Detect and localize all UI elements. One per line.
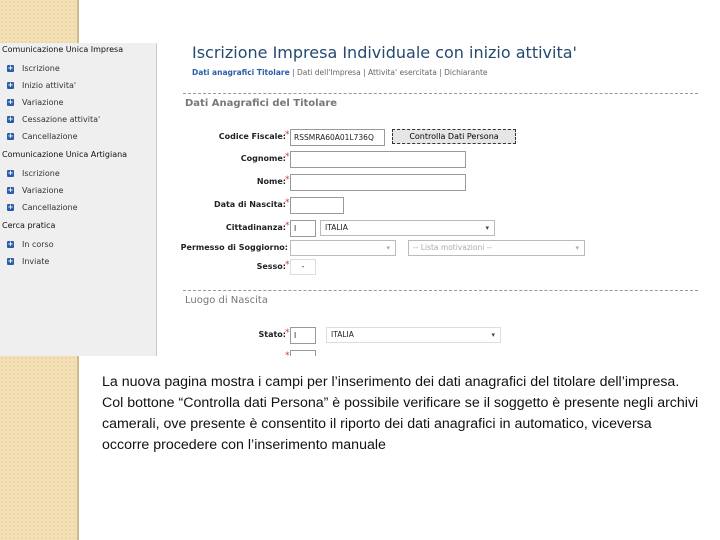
sidebar-item-label: Inizio attivita' xyxy=(22,81,77,90)
field-label: Data di Nascita: xyxy=(213,200,286,209)
controlla-dati-persona-button[interactable]: Controlla Dati Persona xyxy=(392,129,516,144)
chevron-down-icon: ▾ xyxy=(575,244,579,252)
field-label: Nome: xyxy=(256,177,286,186)
field-label: Permesso di Soggiorno: xyxy=(180,243,288,252)
sesso-select[interactable]: - xyxy=(290,259,316,275)
required-marker: * xyxy=(285,130,290,140)
slide-caption: La nuova pagina mostra i campi per l’inserimento dei dati anagrafici del titolare dell’impresa. Col bottone “Controlla dati Persona” è possibile verificare se il soggetto è presente negli archivi camerali, ove presente è consentito il riporto dei dati anagrafici in automatico, viceversa occorre procedere con l’inserimento manuale xyxy=(102,374,699,453)
sidebar-section-title: Comunicazione Unica Impresa xyxy=(2,45,124,54)
stato-row xyxy=(183,327,698,344)
plus-icon: + xyxy=(7,98,14,106)
field-label: Cognome: xyxy=(240,154,286,163)
next-row-partial xyxy=(183,350,698,356)
sidebar-item-iscrizione[interactable] xyxy=(0,60,156,77)
data-nascita-row xyxy=(183,197,698,214)
plus-icon: + xyxy=(7,132,14,140)
sidebar-item-label: Cessazione attivita' xyxy=(22,115,101,124)
chevron-down-icon: ▾ xyxy=(491,331,495,339)
required-marker: * xyxy=(285,198,290,208)
stato-code-input[interactable]: I xyxy=(290,327,316,344)
sidebar-item-iscrizione-artigiana[interactable] xyxy=(0,165,156,182)
nome-input[interactable] xyxy=(290,174,466,191)
required-marker: * xyxy=(285,221,290,231)
cittadinanza-code-input[interactable]: I xyxy=(290,220,316,237)
motivazione-select[interactable] xyxy=(408,240,585,256)
sidebar-section-title: Comunicazione Unica Artigiana xyxy=(2,150,128,159)
required-marker: * xyxy=(285,351,290,356)
selected-value: ITALIA xyxy=(331,330,354,339)
stato-select[interactable] xyxy=(326,327,501,343)
field-label: Codice Fiscale: xyxy=(218,132,286,141)
cognome-input[interactable] xyxy=(290,151,466,168)
permesso-select[interactable] xyxy=(290,240,396,256)
tab-dati-impresa[interactable]: Dati dell'Impresa xyxy=(296,68,361,77)
sidebar-item-label: Cancellazione xyxy=(22,132,78,141)
tab-separator: | xyxy=(289,68,297,77)
page-title: Iscrizione Impresa Individuale con inizio attivita' xyxy=(192,43,577,62)
tab-separator: | xyxy=(436,68,445,77)
sidebar-item-in-corso[interactable] xyxy=(0,236,156,253)
codice-fiscale-input[interactable]: RSSMRA60A01L736Q xyxy=(290,129,385,146)
required-marker: * xyxy=(285,152,290,162)
sidebar-item-label: Iscrizione xyxy=(22,64,60,73)
partial-input[interactable] xyxy=(290,350,316,356)
sidebar-item-inviate[interactable] xyxy=(0,253,156,270)
required-marker: * xyxy=(285,260,290,270)
selected-value: ITALIA xyxy=(325,223,348,232)
plus-icon: + xyxy=(7,64,14,72)
sidebar-section-title: Cerca pratica xyxy=(2,221,56,230)
chevron-down-icon: ▾ xyxy=(485,224,489,232)
plus-icon: + xyxy=(7,115,14,123)
placeholder: -- Lista motivazioni -- xyxy=(413,243,493,252)
data-nascita-input[interactable] xyxy=(290,197,344,214)
sidebar-item-cancellazione-artigiana[interactable] xyxy=(0,199,156,216)
field-label: Cittadinanza: xyxy=(225,223,286,232)
sidebar-item-label: Variazione xyxy=(22,98,64,107)
plus-icon: + xyxy=(7,240,14,248)
sidebar-item-label: Iscrizione xyxy=(22,169,60,178)
plus-icon: + xyxy=(7,81,14,89)
tab-dati-anagrafici[interactable]: Dati anagrafici Titolare xyxy=(192,68,290,77)
required-marker: * xyxy=(285,175,290,185)
cittadinanza-row xyxy=(183,220,698,237)
nome-row xyxy=(183,174,698,191)
cognome-row xyxy=(183,151,698,168)
sidebar-item-label: In corso xyxy=(22,240,54,249)
sidebar-item-variazione[interactable] xyxy=(0,94,156,111)
plus-icon: + xyxy=(7,169,14,177)
tab-attivita[interactable]: Attivita' esercitata xyxy=(367,68,437,77)
cittadinanza-select[interactable] xyxy=(320,220,495,236)
sidebar-item-inizio-attivita[interactable] xyxy=(0,77,156,94)
divider xyxy=(183,290,698,291)
plus-icon: + xyxy=(7,257,14,265)
sidebar-item-cessazione[interactable] xyxy=(0,111,156,128)
sidebar-item-label: Cancellazione xyxy=(22,203,78,212)
plus-icon: + xyxy=(7,186,14,194)
section-heading: Dati Anagrafici del Titolare xyxy=(185,98,338,109)
sidebar-item-cancellazione[interactable] xyxy=(0,128,156,145)
main-content xyxy=(180,43,698,356)
field-label: Stato: xyxy=(258,330,286,339)
field-label: Sesso: xyxy=(256,262,286,271)
tab-separator: | xyxy=(360,68,368,77)
plus-icon: + xyxy=(7,203,14,211)
app-screenshot xyxy=(0,43,700,356)
sidebar-item-variazione-artigiana[interactable] xyxy=(0,182,156,199)
sidebar xyxy=(0,43,157,356)
permesso-row xyxy=(180,240,698,257)
sidebar-item-label: Inviate xyxy=(22,257,50,266)
section-heading: Luogo di Nascita xyxy=(185,295,268,306)
codice-fiscale-row xyxy=(183,129,698,146)
divider xyxy=(183,93,698,94)
tab-dichiarante[interactable]: Dichiarante xyxy=(444,68,488,77)
required-marker: * xyxy=(285,328,290,338)
tab-bar xyxy=(192,68,488,77)
sesso-row xyxy=(183,259,698,276)
chevron-down-icon: ▾ xyxy=(386,244,390,252)
sidebar-item-label: Variazione xyxy=(22,186,64,195)
